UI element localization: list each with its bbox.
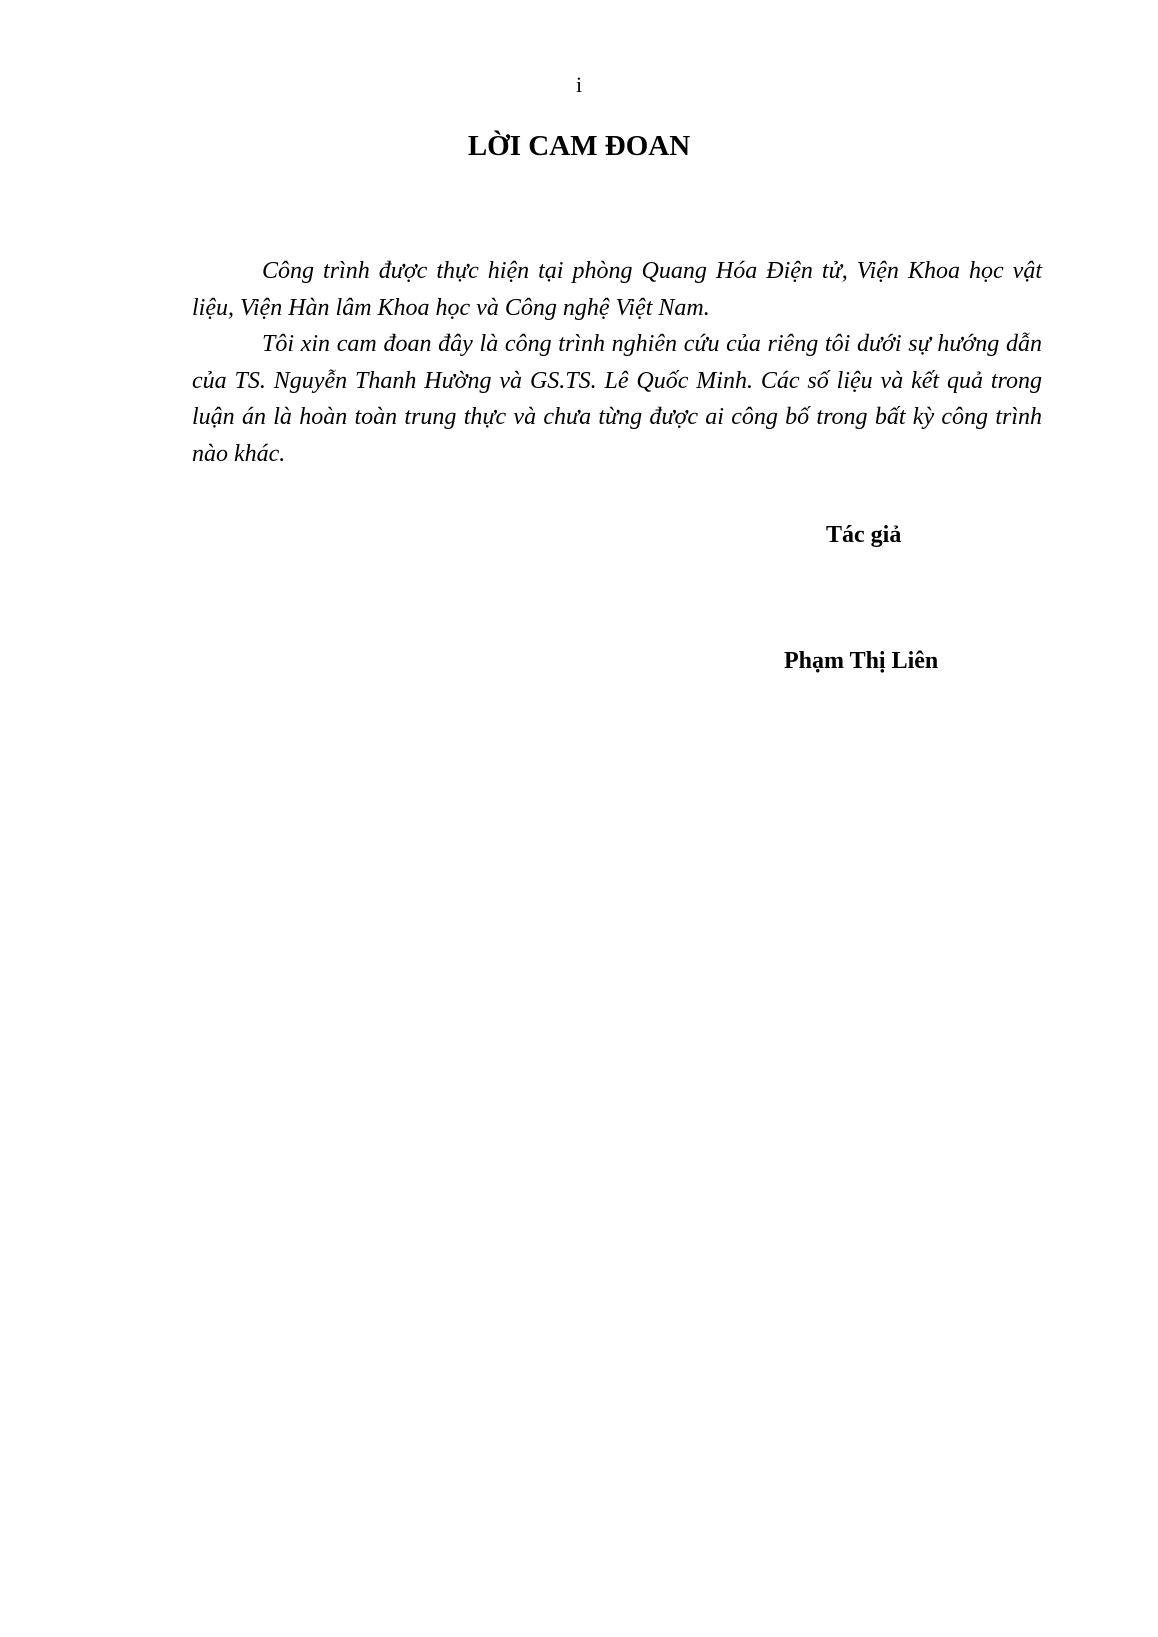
signature-label: Tác giả [826, 522, 902, 548]
author-name: Phạm Thị Liên [784, 648, 939, 674]
declaration-body [192, 253, 1042, 472]
paragraph-declaration: Tôi xin cam đoan đây là công trình nghiên cứu của riêng tôi dưới sự hướng dẫn của TS. Nguyễn Thanh Hường và GS.TS. Lê Quốc Minh. Các số liệu và kết quả trong luận án là hoàn toàn trung thực và chưa từng được ai công bố trong bất kỳ công trình nào khác. [192, 331, 1042, 467]
page-title: LỜI CAM ĐOAN [467, 130, 691, 162]
page-number: i [575, 72, 583, 97]
paragraph-research-location: Công trình được thực hiện tại phòng Quang Hóa Điện tử, Viện Khoa học vật liệu, Viện Hàn lâm Khoa học và Công nghệ Việt Nam. [192, 258, 1042, 321]
